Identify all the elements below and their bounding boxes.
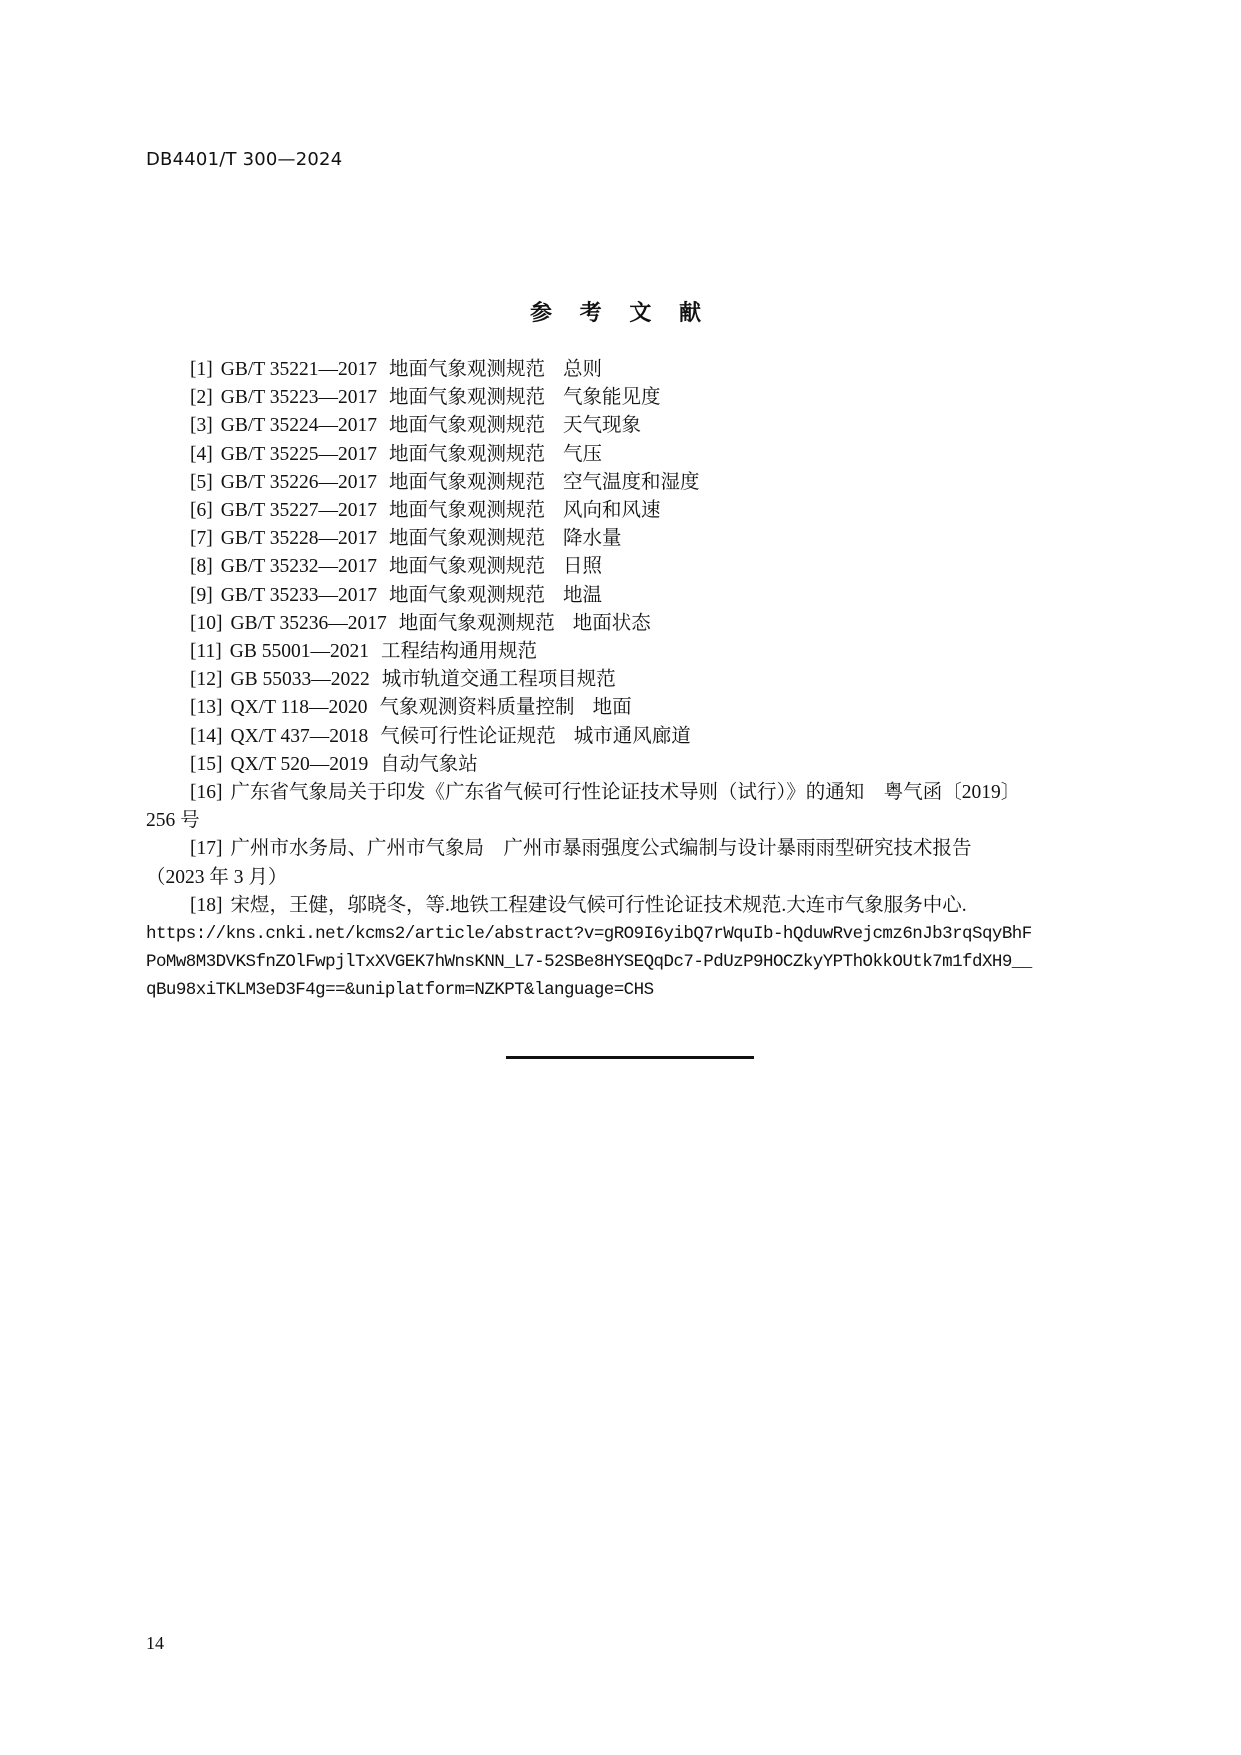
reference-item-10 [146,610,1113,638]
reference-item-2 [146,384,1113,412]
reference-number: [14] [190,725,223,747]
reference-subtitle: 城市通风廊道 [573,725,691,747]
reference-code: GB/T 35221—2017 [220,359,377,380]
reference-title: 地面气象观测规范 [388,387,545,409]
reference-text-continuation: （2023 年 3 月） [146,866,288,888]
reference-title: 工程结构通用规范 [380,641,537,663]
document-code-header: DB4401/T 300—2024 [146,149,343,170]
page-number: 14 [146,1633,164,1653]
reference-title: 自动气象站 [380,753,478,775]
reference-number: [18] [190,894,223,916]
reference-code: GB 55033—2022 [230,669,370,691]
reference-title: 地面气象观测规范 [388,359,545,380]
reference-number: [5] [190,471,213,493]
reference-subtitle: 天气现象 [562,415,641,437]
reference-number: [7] [190,528,213,550]
reference-item-16 [146,779,1113,835]
reference-title: 地面气象观测规范 [388,500,545,522]
reference-item-9 [146,582,1113,610]
reference-code: GB/T 35225—2017 [220,443,377,465]
reference-number: [11] [190,641,222,663]
reference-title: 地面气象观测规范 [388,528,545,550]
reference-code: GB/T 35232—2017 [220,556,377,578]
reference-text: 广州市水务局、广州市气象局 广州市暴雨强度公式编制与设计暴雨雨型研究技术报告 [230,838,972,860]
reference-item-15 [146,751,1113,779]
reference-url-line[interactable]: https://kns.cnki.net/kcms2/article/abstract?v=gRO9I6yibQ7rWquIb-hQduwRvejcmz6nJb3rqSqyBhF [146,924,1032,945]
reference-number: [4] [190,443,213,465]
reference-subtitle: 气压 [562,443,602,465]
reference-number: [1] [190,359,213,380]
reference-list [146,356,1113,1005]
reference-item-6 [146,497,1113,525]
reference-number: [6] [190,500,213,522]
reference-text: 广东省气象局关于印发《广东省气候可行性论证技术导则（试行）》的通知 粤气函〔2019〕 [230,782,1021,804]
reference-item-7 [146,525,1113,553]
reference-text-continuation: 256 号 [146,810,200,832]
reference-number: [16] [190,782,223,804]
reference-code: QX/T 118—2020 [230,697,368,719]
section-title: 参 考 文 献 [530,300,711,326]
reference-number: [9] [190,584,213,606]
reference-number: [12] [190,669,223,691]
reference-subtitle: 地温 [562,584,602,606]
reference-number: [15] [190,753,223,775]
reference-item-12 [146,666,1113,694]
reference-subtitle: 降水量 [562,528,622,550]
reference-code: QX/T 520—2019 [230,753,369,775]
reference-title: 地面气象观测规范 [388,556,545,578]
reference-code: GB/T 35224—2017 [220,415,377,437]
reference-code: GB/T 35227—2017 [220,500,377,522]
reference-item-5 [146,469,1113,497]
reference-title: 地面气象观测规范 [388,443,545,465]
reference-number: [8] [190,556,213,578]
reference-item-13 [146,694,1113,722]
reference-number: [17] [190,838,223,860]
reference-title: 气象观测资料质量控制 [379,697,575,719]
reference-subtitle: 气象能见度 [562,387,661,409]
reference-subtitle: 总则 [562,359,602,380]
reference-item-8 [146,553,1113,581]
reference-title: 地面气象观测规范 [388,415,545,437]
reference-number: [13] [190,697,223,719]
reference-url-line[interactable]: qBu98xiTKLM3eD3F4g==&uniplatform=NZKPT&language=CHS [146,980,654,1001]
reference-title: 地面气象观测规范 [398,612,555,634]
reference-subtitle: 地面 [592,697,632,719]
reference-number: [3] [190,415,213,437]
reference-item-3 [146,412,1113,440]
reference-item-17 [146,835,1113,891]
reference-url-line[interactable]: PoMw8M3DVKSfnZOlFwpjlTxXVGEK7hWnsKNN_L7-52SBe8HYSEQqDc7-PdUzP9HOCZkyYPThOkkOUtk7m1fdXH9__ [146,952,1032,973]
reference-code: GB/T 35236—2017 [230,612,387,634]
reference-code: GB/T 35233—2017 [220,584,377,606]
reference-code: GB/T 35223—2017 [220,387,377,409]
reference-code: GB/T 35226—2017 [220,471,377,493]
reference-item-1 [146,356,1113,384]
reference-title: 气候可行性论证规范 [380,725,556,747]
reference-code: QX/T 437—2018 [230,725,369,747]
reference-number: [2] [190,387,213,409]
end-rule [506,1056,754,1059]
reference-item-18 [146,892,1113,1005]
reference-number: [10] [190,612,223,634]
reference-code: GB 55001—2021 [229,641,369,663]
reference-item-11 [146,638,1113,666]
reference-text: 宋煜，王健，邬晓冬，等.地铁工程建设气候可行性论证技术规范.大连市气象服务中心. [230,894,967,916]
reference-subtitle: 日照 [562,556,602,578]
reference-subtitle: 风向和风速 [562,500,661,522]
reference-item-4 [146,441,1113,469]
reference-item-14 [146,723,1113,751]
reference-subtitle: 地面状态 [572,612,651,634]
reference-title: 地面气象观测规范 [388,584,545,606]
reference-code: GB/T 35228—2017 [220,528,377,550]
reference-title: 城市轨道交通工程项目规范 [381,669,616,691]
reference-subtitle: 空气温度和湿度 [562,471,700,493]
reference-title: 地面气象观测规范 [388,471,545,493]
